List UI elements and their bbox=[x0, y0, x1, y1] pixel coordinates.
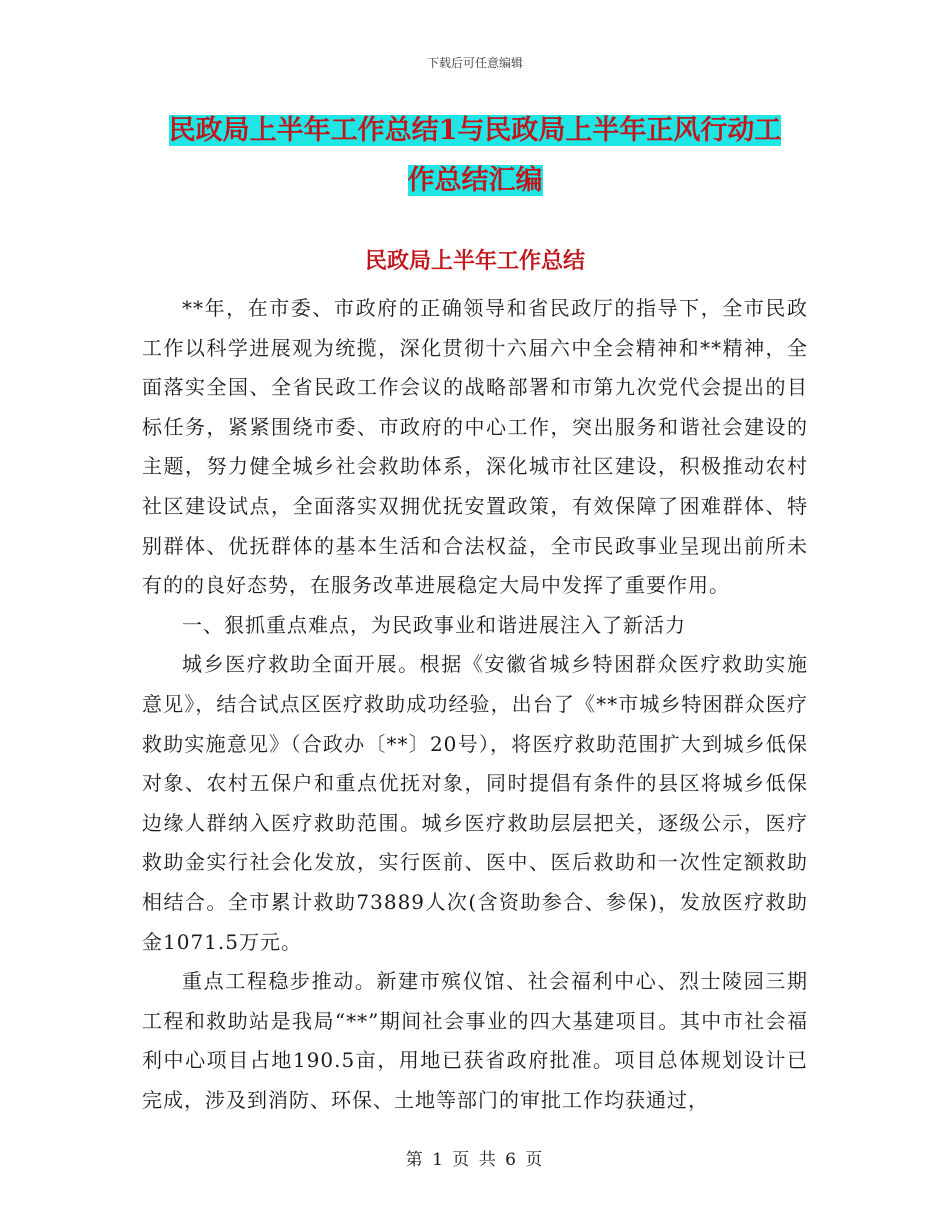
document-title bbox=[140, 106, 810, 206]
section-title: 民政局上半年工作总结 bbox=[364, 248, 585, 274]
page-number-footer: 第 1 页 共 6 页 bbox=[405, 1150, 545, 1170]
header-note: 下载后可任意编辑 bbox=[426, 56, 523, 70]
document-title-line-1: 民政局上半年工作总结1与民政局上半年正风行动工 bbox=[168, 115, 782, 146]
paragraph: **年，在市委、市政府的正确领导和省民政厅的指导下，全市民政工作以科学进展观为统揽，深化贯彻十六届六中全会精神和**精神，全面落实全国、全省民政工作会议的战略部署和市第九次党代会提出的目标任务，紧紧围绕市委、市政府的中心工作，突出服务和谐社会建设的主题，努力健全城乡社会救助体系，深化城市社区建设，积极推动农村社区建设试点，全面落实双拥优抚安置政策，有效保障了困难群体、特别群体、优抚群体的基本生活和合法权益，全市民政事业呈现出前所未有的的良好态势，在服务改革进展稳定大局中发挥了重要作用。 bbox=[142, 296, 808, 598]
body-text bbox=[142, 289, 808, 1120]
document-title-line-2: 作总结汇编 bbox=[407, 165, 543, 196]
paragraph: 城乡医疗救助全面开展。根据《安徽省城乡特困群众医疗救助实施意见》，结合试点区医疗救助成功经验，出台了《**市城乡特困群众医疗救助实施意见》（合政办〔**〕20号），将医疗救助范围扩大到城乡低保对象、农村五保户和重点优抚对象，同时提倡有条件的县区将城乡低保边缘人群纳入医疗救助范围。城乡医疗救助层层把关，逐级公示，医疗救助金实行社会化发放，实行医前、医中、医后救助和一次性定额救助相结合。全市累计救助73889人次(含资助参合、参保)，发放医疗救助金1071.5万元。 bbox=[142, 652, 808, 954]
paragraph: 重点工程稳步推动。新建市殡仪馆、社会福利中心、烈士陵园三期工程和救助站是我局“**”期间社会事业的四大基建项目。其中市社会福利中心项目占地190.5亩，用地已获省政府批准。项目总体规划设计已完成，涉及到消防、环保、土地等部门的审批工作均获通过， bbox=[142, 969, 808, 1112]
paragraph-heading: 一、狠抓重点难点，为民政事业和谐进展注入了新活力 bbox=[182, 612, 686, 637]
